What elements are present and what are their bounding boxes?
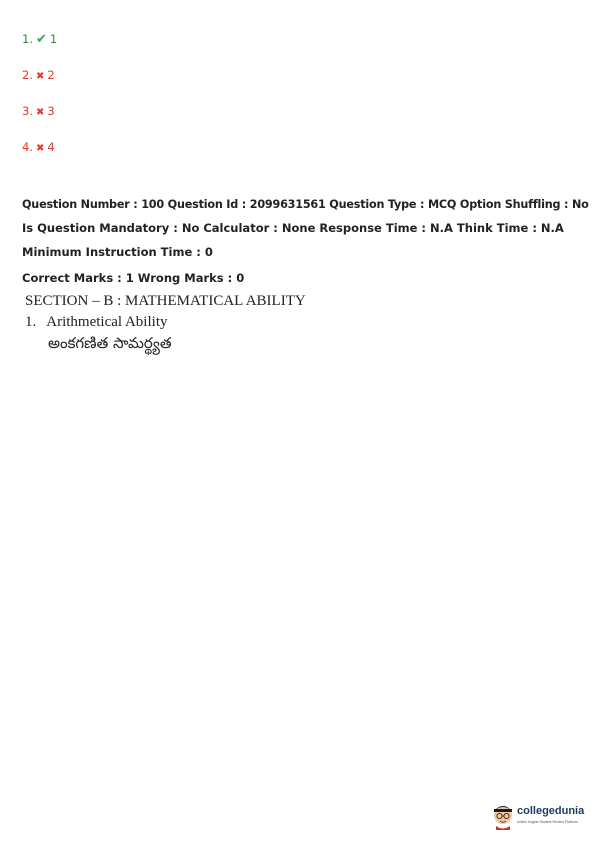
option-label: 3 — [47, 104, 55, 118]
option-1 — [22, 32, 57, 47]
option-number: 1. — [22, 32, 33, 46]
option-4 — [22, 140, 55, 154]
cross-icon: ✖ — [35, 71, 45, 82]
option-3 — [22, 104, 55, 118]
brand-tagline: India's largest Student Review Platform — [517, 820, 578, 824]
question-meta-line-2: Is Question Mandatory : No Calculator : None Response Time : N.A Think Time : N.A — [22, 221, 564, 235]
option-number: 4. — [22, 140, 33, 154]
cross-icon: ✖ — [35, 143, 45, 154]
subsection-heading — [25, 314, 167, 331]
subsection-number: 1. — [25, 314, 37, 330]
section-title: SECTION – B : MATHEMATICAL ABILITY — [25, 293, 306, 309]
student-avatar-icon — [490, 800, 516, 830]
cross-icon: ✖ — [35, 107, 45, 118]
option-label: 4 — [47, 140, 55, 154]
brand-logo — [490, 800, 590, 832]
subsection-title: Arithmetical Ability — [46, 314, 168, 330]
brand-name: collegedunia — [517, 805, 585, 817]
marks-line: Correct Marks : 1 Wrong Marks : 0 — [22, 271, 245, 285]
subsection-title-telugu: అంకగణిత సామర్థ్యత — [48, 334, 172, 352]
question-meta-line-3: Minimum Instruction Time : 0 — [22, 245, 213, 259]
option-number: 3. — [22, 104, 33, 118]
option-number: 2. — [22, 68, 33, 82]
option-label: 1 — [49, 32, 58, 46]
question-meta-line-1: Question Number : 100 Question Id : 2099631561 Question Type : MCQ Option Shuffling : No — [22, 198, 589, 211]
check-icon: ✔ — [35, 32, 47, 47]
option-2 — [22, 68, 55, 82]
option-label: 2 — [47, 68, 55, 82]
